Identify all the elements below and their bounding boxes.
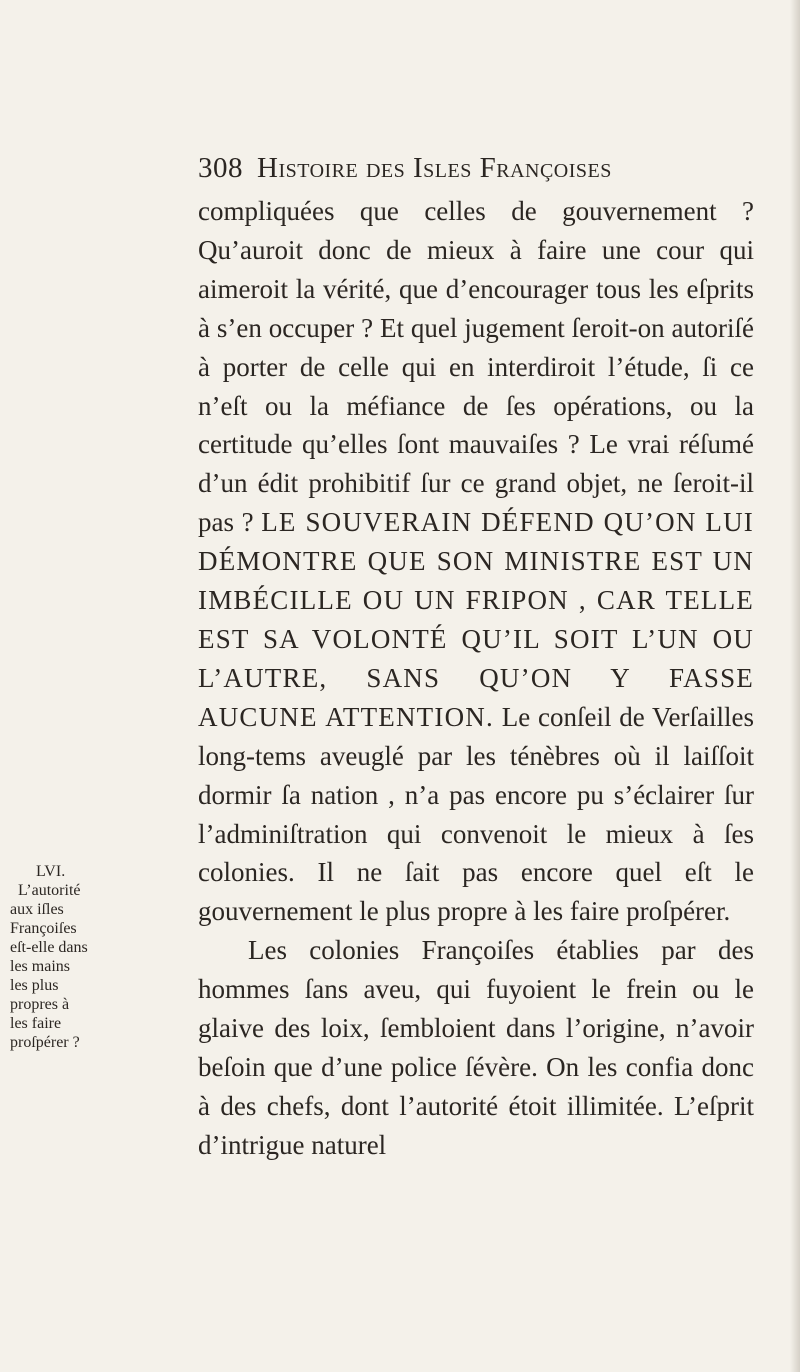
margin-note-line-4: eſt-elle dans <box>10 939 88 956</box>
margin-note-line-7: propres à <box>10 996 70 1013</box>
margin-note-line-5: les mains <box>10 958 70 975</box>
paragraph-1 <box>198 192 754 931</box>
margin-note-line-3: Françoiſes <box>10 920 77 937</box>
margin-note-line-6: les plus <box>10 977 59 994</box>
margin-note-line-2: aux iſles <box>10 901 64 918</box>
margin-note <box>10 862 196 1052</box>
paragraph-1-end: Le conſeil de Verſailles long-tems aveuglé par les ténèbres où il laiſſoit dormir ſa nation , n’a pas encore pu s’éclairer ſur l’adminiſtration qui convenoit le mieux à ſes colonies. Il ne ſait pas encore quel eſt le gouvernement le plus propre à les faire proſpérer. <box>198 701 754 927</box>
running-title: Histoire des Isles Françoises <box>257 152 612 184</box>
main-text <box>198 192 754 1165</box>
margin-note-line-9: proſpérer ? <box>10 1034 80 1051</box>
page-number: 308 <box>198 152 243 184</box>
paragraph-2: Les colonies Françoiſes établies par des hommes ſans aveu, qui fuyoient le frein ou le glaive des loix, ſembloient dans l’origine, n’avoir beſoin que d’une police ſévère. On les confia donc à des chefs, dont l’autorité étoit illimitée. L’eſprit d’intrigue naturel <box>198 935 754 1160</box>
page-edge-shadow <box>790 0 800 1372</box>
margin-note-line-8: les faire <box>10 1015 62 1032</box>
margin-note-line-1: L’autorité <box>18 882 81 899</box>
margin-note-number: LVI. <box>36 863 66 880</box>
paragraph-1-capitals: LE SOUVERAIN DÉFEND QU’ON LUI DÉMONTRE QUE SON MINISTRE EST UN IMBÉCILLE OU UN FRIPON , CAR TELLE EST SA VOLONTÉ QU’IL SOIT L’UN OU L’AUTRE, SANS QU’ON Y FASSE AUCUNE ATTENTION. <box>198 507 754 732</box>
running-header <box>198 152 738 185</box>
paragraph-1-text: compliquées que celles de gouvernement ? Qu’auroit donc de mieux à faire une cour qui aimeroit la vérité, que d’encourager tous les eſprits à s’en occuper ? Et quel jugement ſeroit-on autoriſé à porter de celle qui en interdiroit l’étude, ſi ce n’eſt ou la méfiance de ſes opérations, ou la certitude qu’elles ſont mauvaiſes ? Le vrai réſumé d’un édit prohibitif ſur ce grand objet, ne ſeroit-il pas ? <box>198 196 754 538</box>
